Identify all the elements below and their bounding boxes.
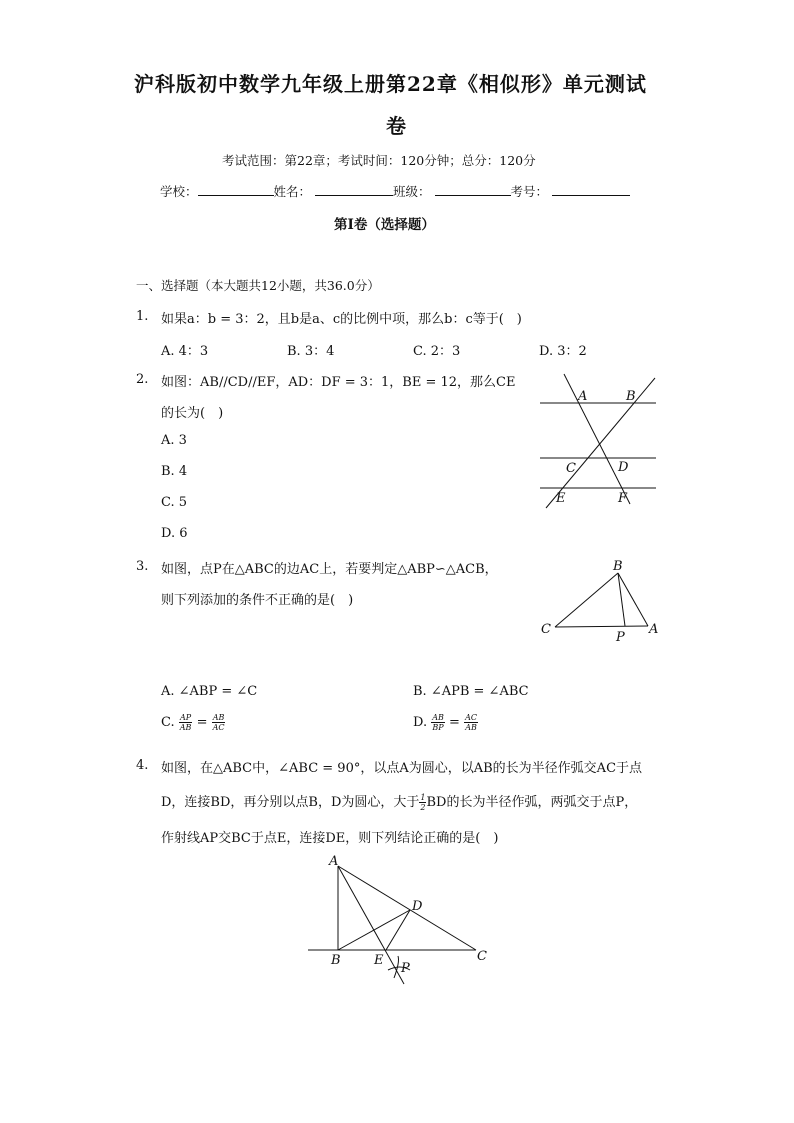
number-label: 考号：	[510, 184, 549, 199]
q3-option-c-frac-left: $\frac{AP}{AB}$	[179, 713, 192, 732]
page-title-line2: 卷	[386, 114, 407, 138]
question-4-text-line1: 如图，在△ABC中，∠ABC = 90°，以点A为圆心，以AB的长为半径作弧交AC于点	[161, 761, 643, 776]
question-2-text-line2: 的长为( )	[161, 406, 224, 421]
q2-label-a: A	[578, 389, 588, 404]
question-3-text-line2: 则下列添加的条件不正确的是( )	[161, 593, 354, 608]
question-2-text-line1: 如图：AB//CD//EF，AD：DF = 3：1，BE = 12，那么CE	[161, 375, 516, 390]
question-1-text: 如果a：b = 3：2，且b是a、c的比例中项，那么b：c等于( )	[161, 312, 522, 327]
q3-option-a[interactable]: A. ∠ABP = ∠C	[161, 684, 258, 699]
number-blank[interactable]	[552, 183, 630, 196]
q4-label-a: A	[329, 854, 339, 869]
q3-option-d-label: D.	[413, 715, 428, 730]
q4-figure	[302, 852, 502, 997]
q3-label-b: B	[613, 559, 623, 574]
exam-info: 考试范围：第22章；考试时间：120分钟；总分：120分	[222, 153, 536, 168]
q3-label-c: C	[541, 622, 551, 637]
school-blank[interactable]	[198, 183, 274, 196]
q3-option-c-label: C.	[161, 715, 175, 730]
equals-sign: =	[196, 715, 208, 730]
equals-sign: =	[449, 715, 460, 730]
q3-side-cb	[555, 573, 618, 627]
q2-transversal-1	[564, 374, 630, 504]
q2-option-c[interactable]: C. 5	[161, 495, 188, 510]
q4-label-p: P	[401, 961, 410, 976]
q2-figure	[530, 368, 670, 518]
q3-label-a: A	[649, 622, 659, 637]
question-2-number: 2.	[136, 372, 149, 387]
q3-option-d[interactable]	[413, 713, 478, 732]
q2-label-e: E	[556, 491, 566, 506]
section-header: 一、选择题（本大题共12小题，共36.0分）	[136, 278, 380, 293]
q3-option-c[interactable]	[161, 713, 226, 732]
q3-segment-bp	[618, 573, 625, 626]
q2-label-c: C	[566, 461, 576, 476]
class-blank[interactable]	[435, 183, 511, 196]
q1-option-b[interactable]: B. 3：4	[287, 344, 335, 359]
q4-label-e: E	[374, 953, 384, 968]
class-label: 班级：	[393, 184, 431, 199]
q4-segment-de	[386, 910, 410, 950]
q3-option-d-frac-left: $\frac{AB}{BP}$	[432, 713, 444, 732]
q1-option-c[interactable]: C. 2：3	[413, 344, 461, 359]
q2-option-b[interactable]: B. 4	[161, 464, 188, 479]
q3-label-p: P	[616, 630, 625, 645]
question-4-text-line2-a: D，连接BD，再分别以点B，D为圆心，大于	[161, 795, 420, 810]
question-4-text-line3: 作射线AP交BC于点E，连接DE，则下列结论正确的是( )	[161, 831, 499, 846]
q4-label-d: D	[412, 899, 423, 914]
q2-label-d: D	[618, 460, 629, 475]
q4-ray-ap	[338, 866, 404, 984]
page-title-line1: 沪科版初中数学九年级上册第22章《相似形》单元测试	[134, 72, 647, 96]
question-1-number: 1.	[136, 309, 149, 324]
volume-title: 第I卷（选择题）	[334, 217, 435, 233]
name-label: 姓名：	[273, 184, 312, 199]
q1-option-a[interactable]: A. 4：3	[161, 344, 209, 359]
q3-option-c-frac-right: $\frac{AB}{AC}$	[212, 713, 225, 732]
q3-option-b[interactable]: B. ∠APB = ∠ABC	[413, 684, 529, 699]
question-3-text-line1: 如图，点P在△ABC的边AC上，若要判定△ABP∽△ACB，	[161, 562, 498, 577]
q4-label-b: B	[331, 953, 341, 968]
q1-option-d[interactable]: D. 3：2	[539, 344, 587, 359]
question-4-text-line2-b: BD的长为半径作弧，两弧交于点P，	[426, 795, 638, 810]
q2-label-b: B	[626, 389, 636, 404]
q3-figure	[535, 556, 675, 646]
q2-option-d[interactable]: D. 6	[161, 526, 188, 541]
q2-option-a[interactable]: A. 3	[161, 433, 187, 448]
q2-label-f: F	[618, 491, 628, 506]
question-3-number: 3.	[136, 559, 149, 574]
q4-segment-ac	[338, 866, 476, 950]
q3-option-d-frac-right: $\frac{AC}{AB}$	[465, 713, 477, 732]
question-4-number: 4.	[136, 758, 149, 773]
q4-label-c: C	[477, 949, 487, 964]
question-4-text-line2	[161, 791, 637, 812]
q3-side-ca	[555, 626, 648, 627]
student-fields	[160, 182, 630, 200]
question-4-frac-half: $\frac{1}{2}$	[420, 793, 426, 812]
name-blank[interactable]	[315, 183, 393, 196]
q3-side-ba	[618, 573, 648, 626]
school-label: 学校：	[160, 184, 198, 199]
